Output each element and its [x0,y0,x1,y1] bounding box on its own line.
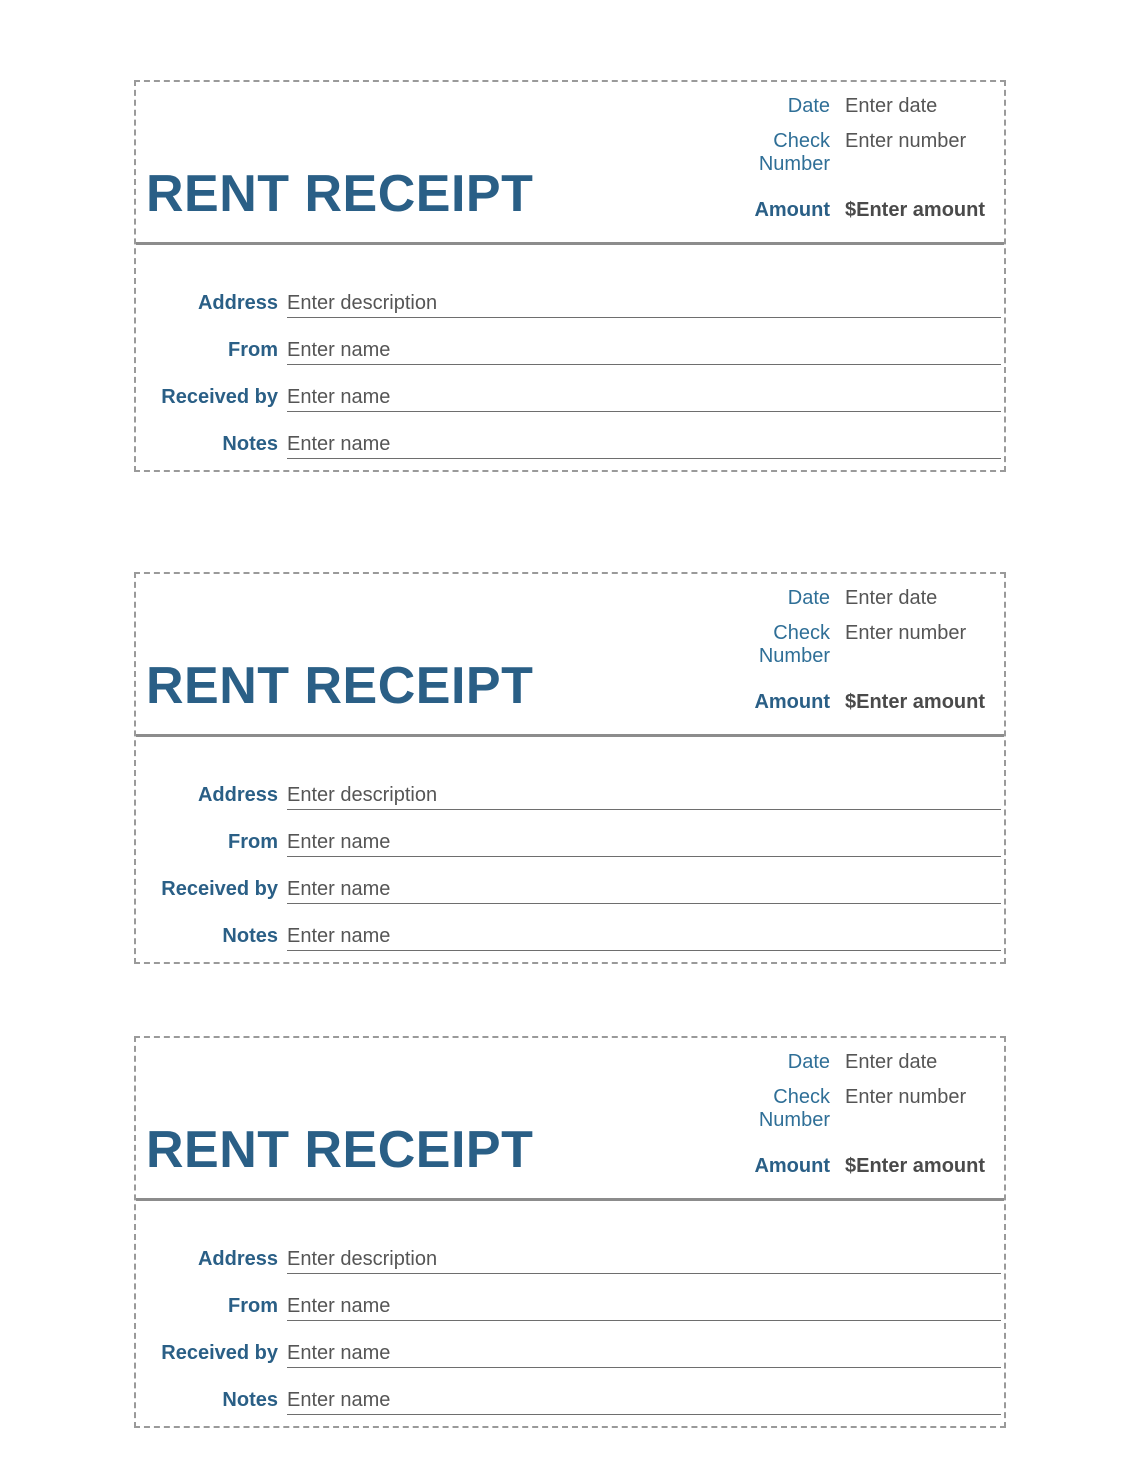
from-label: From [228,339,278,361]
from-field[interactable]: Enter name [287,1295,1001,1321]
notes-field[interactable]: Enter name [287,433,1001,459]
date-label: Date [787,587,830,609]
from-label: From [228,1295,278,1317]
amount-label: Amount [754,691,830,713]
receipt-title: RENT RECEIPT [146,657,534,715]
header-divider [136,242,1004,245]
check-number-field[interactable]: Enter number [845,622,967,644]
address-label: Address [197,784,278,806]
amount-field[interactable]: $Enter amount [845,199,986,221]
address-label: Address [197,1248,278,1270]
address-label: Address [197,292,278,314]
amount-field[interactable]: $Enter amount [845,1155,986,1177]
date-field[interactable]: Enter date [845,95,938,117]
notes-label: Notes [222,433,278,455]
amount-label: Amount [754,1155,830,1177]
check-number-field[interactable]: Enter number [845,130,967,152]
notes-field[interactable]: Enter name [287,1389,1001,1415]
date-field[interactable]: Enter date [845,1051,938,1073]
from-field[interactable]: Enter name [287,831,1001,857]
rent-receipt-3 [134,1036,1006,1428]
date-label: Date [787,95,830,117]
check-number-label: Check Number [758,622,830,667]
received-by-field[interactable]: Enter name [287,878,1001,904]
check-number-label: Check Number [758,1086,830,1131]
notes-label: Notes [222,1389,278,1411]
header-divider [136,734,1004,737]
from-label: From [228,831,278,853]
date-field[interactable]: Enter date [845,587,938,609]
rent-receipt-1 [134,80,1006,472]
received-by-label: Received by [161,1342,278,1364]
address-field[interactable]: Enter description [287,1248,1001,1274]
check-number-label: Check Number [758,130,830,175]
notes-field[interactable]: Enter name [287,925,1001,951]
address-field[interactable]: Enter description [287,784,1001,810]
check-number-field[interactable]: Enter number [845,1086,967,1108]
header-divider [136,1198,1004,1201]
from-field[interactable]: Enter name [287,339,1001,365]
date-label: Date [787,1051,830,1073]
received-by-field[interactable]: Enter name [287,1342,1001,1368]
received-by-field[interactable]: Enter name [287,386,1001,412]
amount-field[interactable]: $Enter amount [845,691,986,713]
amount-label: Amount [754,199,830,221]
rent-receipt-2 [134,572,1006,964]
receipt-title: RENT RECEIPT [146,165,534,223]
received-by-label: Received by [161,878,278,900]
address-field[interactable]: Enter description [287,292,1001,318]
received-by-label: Received by [161,386,278,408]
notes-label: Notes [222,925,278,947]
receipt-title: RENT RECEIPT [146,1121,534,1179]
